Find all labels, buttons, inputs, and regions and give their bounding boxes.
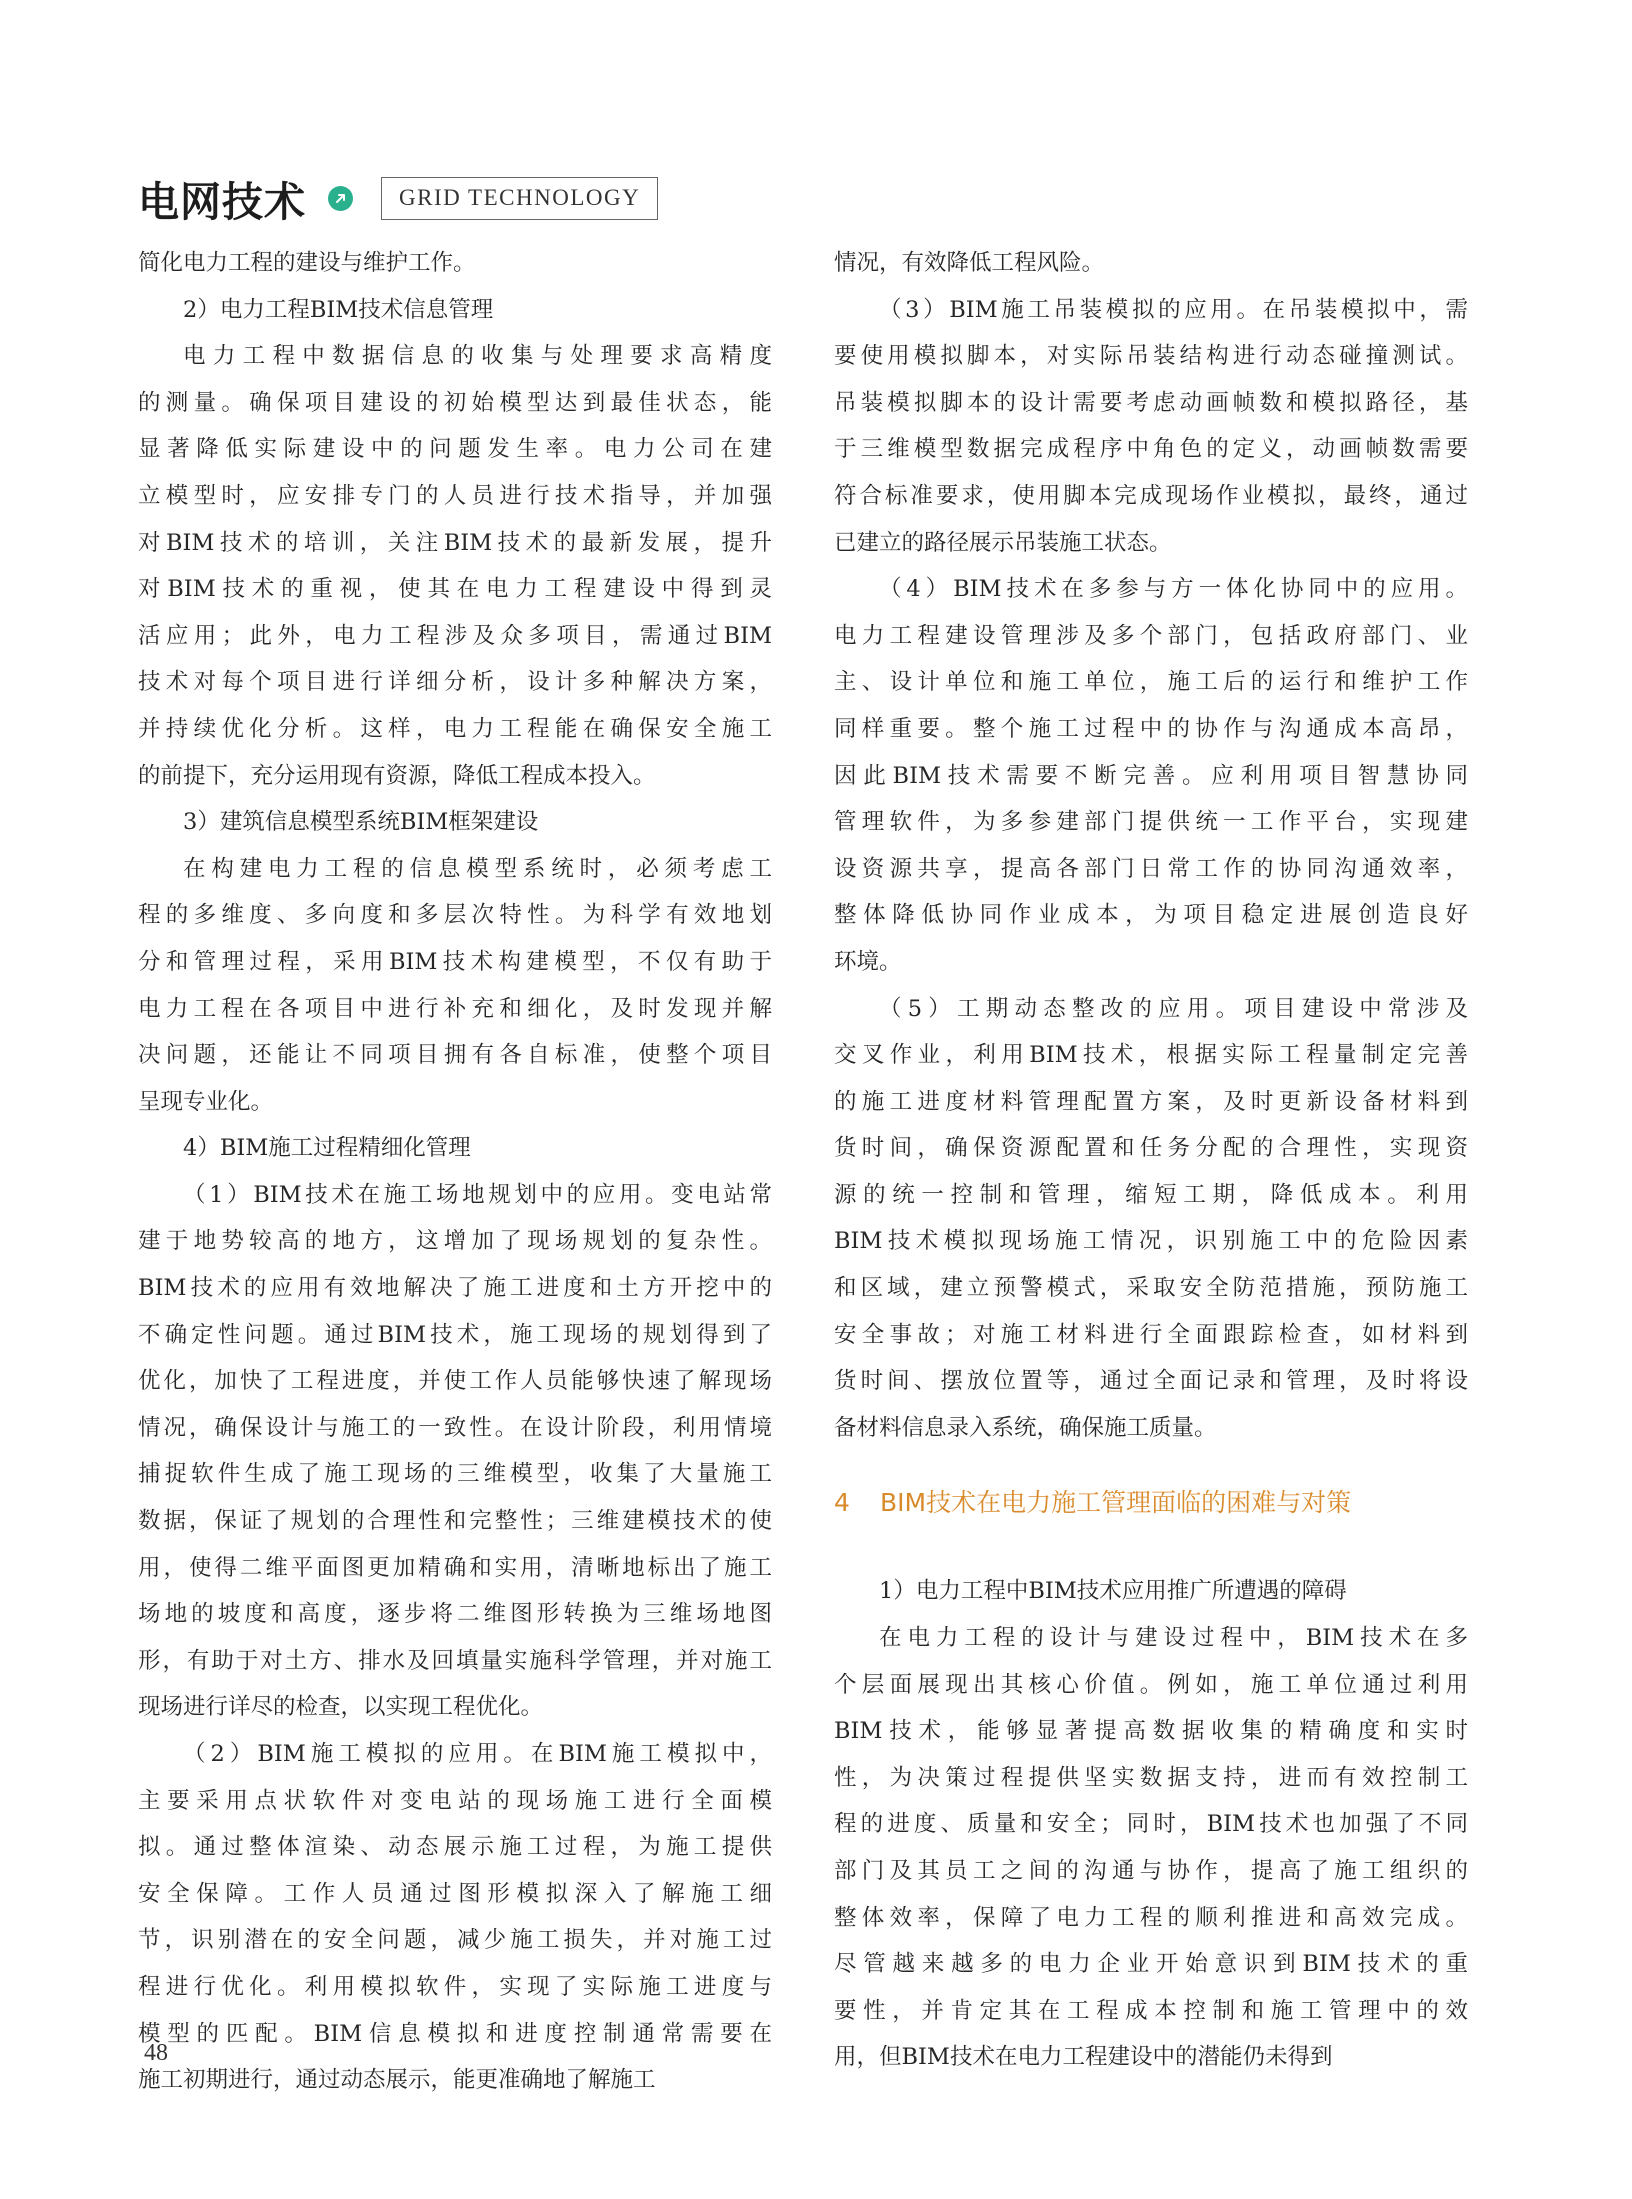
text-line: 显著降低实际建设中的问题发生率。电力公司在建 [138, 436, 772, 463]
text-line: （3）BIM施工吊装模拟的应用。在吊装模拟中，需 [879, 296, 1468, 323]
text-line: 要性，并肯定其在工程成本控制和施工管理中的效 [834, 1997, 1468, 2024]
text-line: 因此BIM技术需要不断完善。应利用项目智慧协同 [834, 762, 1468, 789]
text-line: 电力工程建设管理涉及多个部门，包括政府部门、业 [834, 622, 1468, 649]
text-line: 电力工程中数据信息的收集与处理要求高精度 [183, 343, 772, 370]
text-line: 吊装模拟脚本的设计需要考虑动画帧数和模拟路径，基 [834, 389, 1468, 416]
text-line: 对BIM技术的培训，关注BIM技术的最新发展，提升 [138, 529, 772, 556]
right-column [834, 240, 1468, 2081]
text-line: 不确定性问题。通过BIM技术，施工现场的规划得到了 [138, 1321, 772, 1348]
text-line: 并持续优化分析。这样，电力工程能在确保安全施工 [138, 715, 772, 742]
section-number: 4 [834, 1488, 850, 1518]
text-line: 捕捉软件生成了施工现场的三维模型，收集了大量施工 [138, 1461, 772, 1488]
text-line: 拟。通过整体渲染、动态展示施工过程，为施工提供 [138, 1834, 772, 1861]
text-line: 环境。 [834, 948, 902, 975]
text-line: 和区域，建立预警模式，采取安全防范措施，预防施工 [834, 1275, 1468, 1302]
text-line: 1）电力工程中BIM技术应用推广所遭遇的障碍 [879, 1578, 1347, 1605]
text-line: 安全保障。工作人员通过图形模拟深入了解施工细 [138, 1880, 772, 1907]
text-line: 情况，确保设计与施工的一致性。在设计阶段，利用情境 [138, 1414, 772, 1441]
text-line: 技术对每个项目进行详细分析，设计多种解决方案， [138, 669, 772, 696]
text-line: BIM技术模拟现场施工情况，识别施工中的危险因素 [834, 1228, 1468, 1255]
text-line: 用，使得二维平面图更加精确和实用，清晰地标出了施工 [138, 1554, 772, 1581]
text-line: 场地的坡度和高度，逐步将二维图形转换为三维场地图 [138, 1601, 772, 1628]
journal-title: 电网技术 [138, 177, 306, 226]
text-line: 施工初期进行，通过动态展示，能更准确地了解施工 [138, 2067, 656, 2094]
text-line: 于三维模型数据完成程序中角色的定义，动画帧数需要 [834, 436, 1468, 463]
text-line: 呈现专业化。 [138, 1088, 274, 1115]
right-column-body-a [834, 240, 1468, 1451]
text-line: 部门及其员工之间的沟通与协作，提高了施工组织的 [834, 1858, 1468, 1884]
text-line: 已建立的路径展示吊装施工状态。 [834, 529, 1172, 556]
text-line: 的前提下，充分运用现有资源，降低工程成本投入。 [138, 762, 656, 789]
text-line: 4）BIM施工过程精细化管理 [183, 1135, 471, 1162]
text-line: 安全事故；对施工材料进行全面跟踪检查，如材料到 [834, 1321, 1468, 1348]
text-line: 分和管理过程，采用BIM技术构建模型，不仅有助于 [138, 948, 772, 975]
text-line: 备材料信息录入系统，确保施工质量。 [834, 1414, 1217, 1441]
text-line: 3）建筑信息模型系统BIM框架建设 [183, 809, 539, 836]
text-line: 模型的匹配。BIM信息模拟和进度控制通常需要在 [138, 2020, 772, 2047]
text-line: 活应用；此外，电力工程涉及众多项目，需通过BIM [138, 622, 772, 649]
text-line: 优化，加快了工程进度，并使工作人员能够快速了解现场 [138, 1368, 772, 1395]
text-line: 个层面展现出其核心价值。例如，施工单位通过利用 [834, 1671, 1468, 1698]
text-line: 性，为决策过程提供坚实数据支持，进而有效控制工 [834, 1764, 1468, 1791]
text-line: 设资源共享，提高各部门日常工作的协同沟通效率， [834, 855, 1468, 882]
text-line: 建于地势较高的地方，这增加了现场规划的复杂性。 [138, 1228, 772, 1255]
text-line: 交叉作业，利用BIM技术，根据实际工程量制定完善 [834, 1042, 1468, 1069]
text-line: 现场进行详尽的检查，以实现工程优化。 [138, 1694, 544, 1721]
text-line: 简化电力工程的建设与维护工作。 [138, 250, 476, 276]
text-line: （2）BIM施工模拟的应用。在BIM施工模拟中， [183, 1741, 772, 1767]
text-line: 程的进度、质量和安全；同时，BIM技术也加强了不同 [834, 1811, 1468, 1838]
text-line: 立模型时，应安排专门的人员进行技术指导，并加强 [138, 482, 772, 509]
running-header [138, 168, 658, 228]
text-line: 的测量。确保项目建设的初始模型达到最佳状态，能 [138, 389, 772, 416]
text-line: 决问题，还能让不同项目拥有各自标准，使整个项目 [138, 1042, 772, 1069]
page-number: 48 [144, 2040, 168, 2066]
text-line: 整体效率，保障了电力工程的顺利推进和高效完成。 [834, 1904, 1468, 1931]
text-line: 管理软件，为多参建部门提供统一工作平台，实现建 [834, 809, 1468, 836]
text-line: 的施工进度材料管理配置方案，及时更新设备材料到 [834, 1088, 1468, 1115]
right-column-body-b [834, 1568, 1468, 2081]
text-line: （5）工期动态整改的应用。项目建设中常涉及 [879, 995, 1468, 1022]
text-line: 程的多维度、多向度和多层次特性。为科学有效地划 [138, 902, 772, 929]
text-line: 用，但BIM技术在电力工程建设中的潜能仍未得到 [834, 2044, 1333, 2071]
text-line: 源的统一控制和管理，缩短工期，降低成本。利用 [834, 1181, 1468, 1208]
left-column [138, 240, 772, 2104]
text-line: BIM技术，能够显著提高数据收集的精确度和实时 [834, 1718, 1468, 1745]
arrow-circle-icon [328, 186, 353, 211]
section-heading [834, 1473, 1468, 1533]
text-line: 同样重要。整个施工过程中的协作与沟通成本高昂， [834, 715, 1468, 742]
text-line: 要使用模拟脚本，对实际吊装结构进行动态碰撞测试。 [834, 343, 1468, 370]
text-line: 主、设计单位和施工单位，施工后的运行和维护工作 [834, 669, 1468, 696]
text-line: 电力工程在各项目中进行补充和细化，及时发现并解 [138, 995, 772, 1022]
text-line: 整体降低协同作业成本，为项目稳定进展创造良好 [834, 902, 1468, 929]
text-line: 情况，有效降低工程风险。 [834, 250, 1105, 276]
text-line: （1）BIM技术在施工场地规划中的应用。变电站常 [183, 1181, 772, 1208]
journal-title-en: GRID TECHNOLOGY [381, 177, 658, 220]
text-line: 在构建电力工程的信息模型系统时，必须考虑工 [183, 855, 772, 882]
section-title: BIM技术在电力施工管理面临的困难与对策 [880, 1488, 1352, 1518]
text-line: 形，有助于对土方、排水及回填量实施科学管理，并对施工 [138, 1647, 772, 1674]
text-line: 2）电力工程BIM技术信息管理 [183, 296, 494, 323]
text-line: 对BIM技术的重视，使其在电力工程建设中得到灵 [138, 576, 772, 603]
text-line: 主要采用点状软件对变电站的现场施工进行全面模 [138, 1787, 772, 1814]
text-line: 货时间、摆放位置等，通过全面记录和管理，及时将设 [834, 1368, 1468, 1395]
text-line: 尽管越来越多的电力企业开始意识到BIM技术的重 [834, 1951, 1468, 1978]
text-line: 符合标准要求，使用脚本完成现场作业模拟，最终，通过 [834, 482, 1468, 509]
text-line: （4）BIM技术在多参与方一体化协同中的应用。 [879, 576, 1468, 603]
text-line: 在电力工程的设计与建设过程中，BIM技术在多 [879, 1625, 1468, 1652]
text-line: BIM技术的应用有效地解决了施工进度和土方开挖中的 [138, 1275, 772, 1302]
text-line: 数据，保证了规划的合理性和完整性；三维建模技术的使 [138, 1508, 772, 1535]
text-line: 节，识别潜在的安全问题，减少施工损失，并对施工过 [138, 1927, 772, 1954]
text-line: 程进行优化。利用模拟软件，实现了实际施工进度与 [138, 1973, 772, 2000]
text-line: 货时间，确保资源配置和任务分配的合理性，实现资 [834, 1135, 1468, 1162]
